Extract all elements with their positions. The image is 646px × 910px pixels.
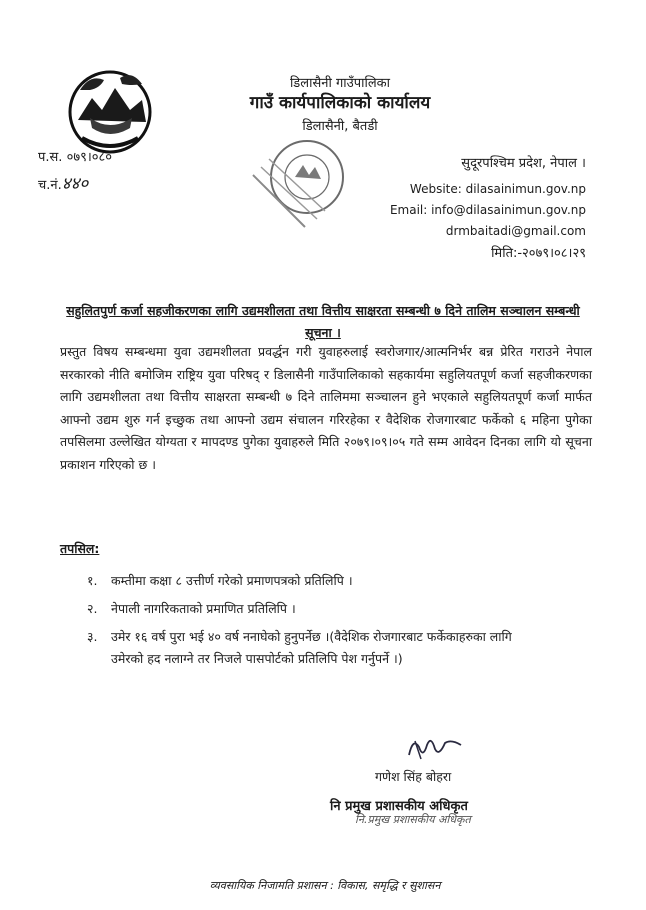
list-item-number: ३. xyxy=(87,629,98,644)
patra-sankhya: प.स. ०७९।०८० xyxy=(38,150,113,165)
province-line: सुदूरपश्चिम प्रदेश, नेपाल । xyxy=(461,156,586,171)
chalani-value: ४४० xyxy=(61,174,89,194)
signatory-name: गणेश सिंह बोहरा xyxy=(375,769,452,784)
office-address: डिलासैनी, बैतडी xyxy=(302,119,378,134)
list-title: तपसिल: xyxy=(60,541,100,556)
chalani-number xyxy=(38,171,88,194)
list-item-number: १. xyxy=(87,573,98,588)
date-line: मिति:-२०७९।०८।२९ xyxy=(491,246,586,261)
designation-stamp: नि.प्रमुख प्रशासकीय अधिकृत xyxy=(355,813,471,826)
office-name-line2: गाउँ कार्यपालिकाको कार्यालय xyxy=(249,93,431,113)
list-item-number: २. xyxy=(87,601,98,616)
list-item-text: कम्तीमा कक्षा ८ उत्तीर्ण गरेको प्रमाणपत्रको प्रतिलिपि । xyxy=(111,573,353,588)
website-line: Website: dilasainimun.gov.np xyxy=(409,182,586,196)
list-item xyxy=(87,570,353,592)
list-item-text: उमेर १६ वर्ष पुरा भई ४० वर्ष ननाघेको हुनुपर्नेछ ।(वैदेशिक रोजगारबाट फर्केकाहरुका लागि xyxy=(111,629,512,644)
chalani-label: च.नं. xyxy=(38,178,62,193)
list-item xyxy=(87,626,597,670)
signature-icon xyxy=(405,733,465,763)
notice-body: प्रस्तुत विषय सम्बन्धमा युवा उद्यमशीलता प्रवर्द्धन गरी युवाहरुलाई स्वरोजगार/आत्मनिर्भर बन्न प्रेरित गराउने नेपाल सरकारको नीति बमोजिम राष्ट्रिय युवा परिषद् र डिलासैनी गाउँपालिकाको सहकार्यमा सहुलियतपूर्ण कर्जा सहजीकरणका लागि उद्यमशीलता तथा वित्तीय साक्षरता सम्बन्धी ७ दिने तालिममा सञ्चालन हुने भएकाले सहुलियतपूर्ण कर्जा मार्फत आफ्नो उद्यम शुरु गर्न इच्छुक तथा आफ्नो उद्यम संचालन गरिरहेका र वैदेशिक रोजगारबाट फर्केको ६ महिना पुगेका तपसिलमा उल्लेखित योग्यता र मापदण्ड पुगेका युवाहरुले मिति २०७९।०९।०५ गते सम्म आवेदन दिनका लागि यो सूचना प्रकाशन गरिएको छ । xyxy=(60,344,592,472)
list-item xyxy=(87,598,296,620)
list-item-text: नेपाली नागरिकताको प्रमाणित प्रतिलिपि । xyxy=(111,601,296,616)
footer-slogan: व्यवसायिक निजामति प्रशासन : विकास, समृद्धि र सुशासन xyxy=(209,879,441,892)
email-line: Email: info@dilasainimun.gov.np xyxy=(389,203,586,217)
notice-subject: सहुलितपुर्ण कर्जा सहजीकरणका लागि उद्यमशीलता तथा वित्तीय साक्षरता सम्बन्धी ७ दिने तालिम सञ्चालन सम्बन्धी सूचना । xyxy=(66,303,580,340)
nepal-emblem-icon xyxy=(60,60,160,160)
signatory-designation: नि प्रमुख प्रशासकीय अधिकृत xyxy=(330,799,468,814)
list-item-continuation: उमेरको हद नलाग्ने तर निजले पासपोर्टको प्रतिलिपि पेश गर्नुपर्ने ।) xyxy=(111,651,403,666)
office-name-line1: डिलासैनी गाउँपालिका xyxy=(289,76,391,91)
office-seal-icon xyxy=(245,135,355,235)
email-secondary-line: drmbaitadi@gmail.com xyxy=(445,224,586,238)
